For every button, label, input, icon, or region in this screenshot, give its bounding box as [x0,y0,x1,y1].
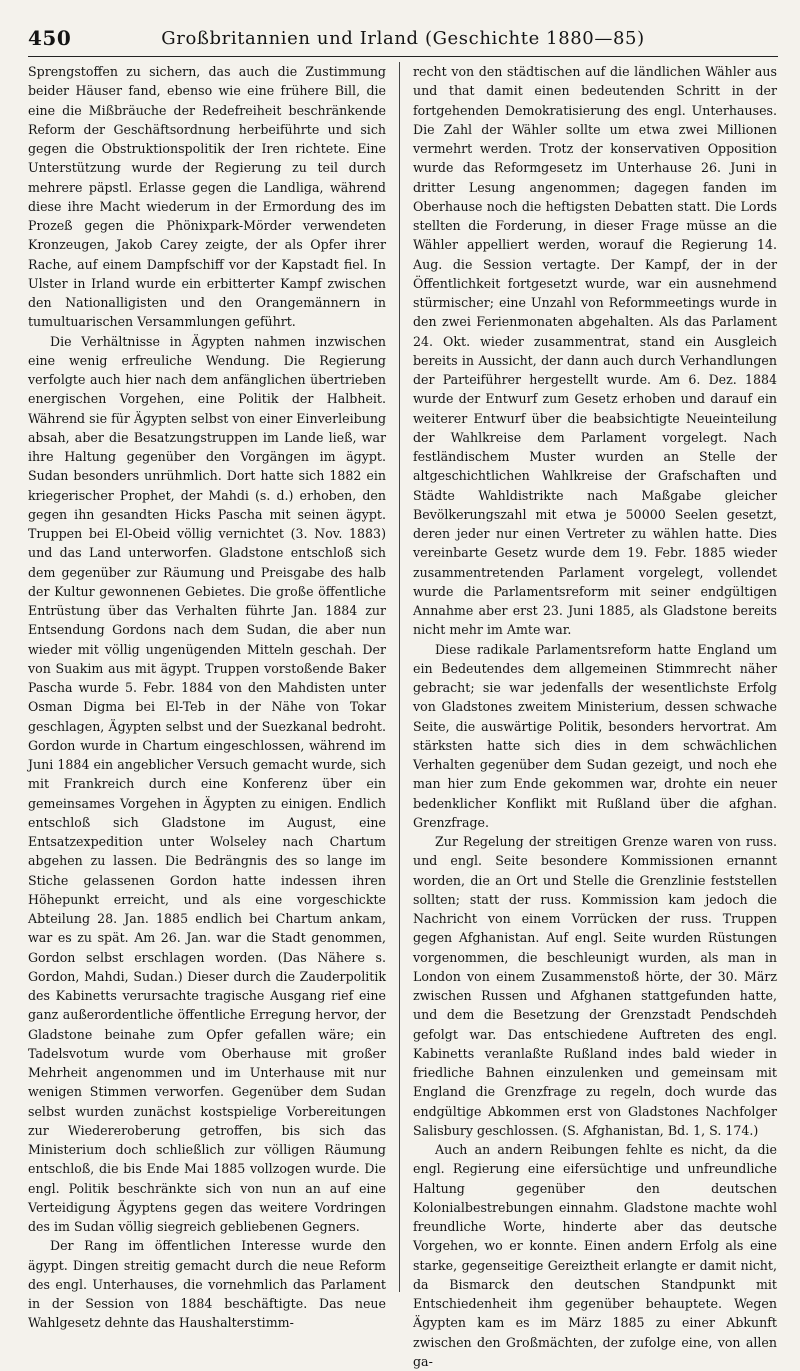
column-divider [399,62,400,1292]
page-number: 450 [28,26,72,50]
paragraph: Sprengstoffen zu sichern, das auch die Zustimmung beider Häuser fand, ebenso wie eine frühere Bill, die eine die Mißbräuche der Redefreiheit beschränkende Reform der Geschäftsordnung herbeiführte und sich gegen die Obstruktionspolitik der Iren richtete. Eine Unterstützung wurde der Regierung zu teil durch mehrere päpstl. Erlasse gegen die Landliga, während diese ihre Macht wiederum in der Ermordung des im Prozeß gegen die Phönixpark-Mörder verwendeten Kronzeugen, Jakob Carey zeigte, der als Opfer ihrer Rache, auf einem Dampfschiff vor der Kapstadt fiel. In Ulster in Irland wurde ein erbitterter Kampf zwischen den Nationalligisten und den Orangemännern in tumultuarischen Versammlungen geführt. [28,64,386,330]
paragraph: Der Rang im öffentlichen Interesse wurde den ägypt. Dingen streitig gemacht durch die neue Reform des engl. Unterhauses, die vornehmlich das Parlament in der Session von 1884 beschäftigte. Das neue Wahlgesetz dehnte das Haushalterstimm- [28,1238,386,1331]
running-head: Großbritannien und Irland (Geschichte 1880—85) [161,28,645,49]
paragraph: Die Verhältnisse in Ägypten nahmen inzwischen eine wenig erfreuliche Wendung. Die Regierung verfolgte auch hier nach dem anfänglichen übertrieben energischen Vorgehen, eine Politik der Halbheit. Während sie für Ägypten selbst von einer Einverleibung absah, aber die Besatzungstruppen im Lande ließ, war ihre Haltung gegenüber den Vorgängen im ägypt. Sudan besonders unrühmlich. Dort hatte sich 1882 ein kriegerischer Prophet, der Mahdi (s. d.) erhoben, den gegen ihn gesandten Hicks Pascha mit seinen ägypt. Truppen bei El-Obeid völlig vernichtet (3. Nov. 1883) und das Land unterworfen. Gladstone entschloß sich dem gegenüber zur Räumung und Preisgabe des halb der Kultur gewonnenen Gebietes. Die große öffentliche Entrüstung über das Verhalten führte Jan. 1884 zur Entsendung Gordons nach dem Sudan, die aber nun wieder mit völlig ungenügenden Mitteln geschah. Der von Suakim aus mit ägypt. Truppen vorstoßende Baker Pascha wurde 5. Febr. 1884 von den Mahdisten unter Osman Digma bei El-Teb in der Nähe von Tokar geschlagen, Ägypten selbst und der Suezkanal bedroht. Gordon wurde in Chartum eingeschlossen, während im Juni 1884 ein angeblicher Versuch gemacht wurde, sich mit Frankreich durch eine Konferenz über ein gemeinsames Vorgehen in Ägypten zu einigen. Endlich entschloß sich Gladstone im August, eine Entsatzexpedition unter Wolseley nach Chartum abgehen zu lassen. Die Bedrängnis des so lange im Stiche gelassenen Gordon hatte indessen ihren Höhepunkt erreicht, und als eine vorgeschickte Abteilung 28. Jan. 1885 endlich bei Chartum ankam, war es zu spät. Am 26. Jan. war die Stadt genommen, Gordon selbst erschlagen worden. (Das Nähere s. Gordon, Mahdi, Sudan.) Dieser durch die Zauderpolitik des Kabinetts verursachte tragische Ausgang rief eine ganz außerordentliche öffentliche Erregung hervor, der Gladstone beinahe zum Opfer gefallen wäre; ein Tadelsvotum wurde vom Oberhause mit großer Mehrheit angenommen und im Unterhause mit nur wenigen Stimmen verworfen. Gegenüber dem Sudan selbst wurden zunächst kostspielige Vorbereitungen zur Wiedereroberung getroffen, bis sich das Ministerium doch schließlich zur völligen Räumung entschloß, die bis Ende Mai 1885 vollzogen wurde. Die engl. Politik beschränkte sich von nun an auf eine Verteidigung Ägyptens gegen das weitere Vordringen des im Sudan völlig siegreich gebliebenen Gegners. [28,333,387,1234]
page-header [28,26,778,57]
paragraph: Diese radikale Parlamentsreform hatte England um ein Bedeutendes dem allgemeinen Stimmrecht näher gebracht; sie war jedenfalls der wesentlichste Erfolg von Gladstones zweitem Ministerium, dessen schwache Seite, die auswärtige Politik, besonders hervortrat. Am stärksten hatte sich dies in dem schwächlichen Verhalten gegenüber dem Sudan gezeigt, und noch ehe man hier zum Ende gekommen war, drohte ein neuer bedenklicher Konflikt mit Rußland über die afghan. Grenzfrage. [413,641,777,830]
left-column [28,62,387,1331]
right-column [413,62,777,1369]
paragraph: recht von den städtischen auf die ländlichen Wähler aus und that damit einen bedeutenden Schritt in der fortgehenden Demokratisierung des engl. Unterhauses. Die Zahl der Wähler sollte um etwa zwei Millionen vermehrt werden. Trotz der konservativen Opposition wurde das Reformgesetz im Unterhause 26. Juni in dritter Lesung angenommen; dagegen fanden im Oberhause noch die heftigsten Debatten statt. Die Lords stellten die Forderung, in dieser Frage müsse an die Wähler appelliert werden, worauf die Regierung 14. Aug. die Session vertagte. Der Kampf, der in der Öffentlichkeit fortgesetzt wurde, war ein ausnehmend stürmischer; eine Unzahl von Reformmeetings wurde in den zwei Ferienmonaten abgehalten. Als das Parlament 24. Okt. wieder zusammentrat, stand ein Ausgleich bereits in Aussicht, der dann auch durch Verhandlungen der Parteiführer hergestellt wurde. Am 6. Dez. 1884 wurde der Entwurf zum Gesetz erhoben und darauf ein weiterer Entwurf über die beabsichtigte Neueinteilung der Wahlkreise dem Parlament vorgelegt. Nach festländischem Muster wurden an Stelle der altgeschichtlichen Wahlkreise der Grafschaften und Städte Wahldistrikte nach Maßgabe gleicher Bevölkerungszahl mit etwa je 50000 Seelen gesetzt, deren jeder nur einen Vertreter zu wählen hatte. Dies vereinbarte Gesetz wurde dem 19. Febr. 1885 wieder zusammentretenden Parlament vorgelegt, vollendet wurde die Parlamentsreform mit seiner endgültigen Annahme aber erst 23. Juni 1885, als Gladstone bereits nicht mehr im Amte war. [413,64,777,638]
paragraph: Auch an andern Reibungen fehlte es nicht, da die engl. Regierung eine eifersüchtige und unfreundliche Haltung gegenüber den deutschen Kolonialbestrebungen einnahm. Gladstone machte wohl freundliche Worte, hinderte aber das deutsche Vorgehen, wo er konnte. Einen andern Erfolg als eine starke, gegenseitige Gereiztheit erlangte er damit nicht, da Bismarck den deutschen Standpunkt mit Entschiedenheit ihm gegenüber behauptete. Wegen Ägypten kam es im März 1885 zu einer Abkunft zwischen den Großmächten, der zufolge eine, von allen ga- [413,1142,777,1369]
paragraph: Zur Regelung der streitigen Grenze waren von russ. und engl. Seite besondere Kommissionen ernannt worden, die an Ort und Stelle die Grenzlinie feststellen sollten; statt der russ. Kommission kam jedoch die Nachricht von einem Vorrücken der russ. Truppen gegen Afghanistan. Auf engl. Seite wurden Rüstungen vorgenommen, die beschleunigt wurden, als man in London von einem Zusammenstoß hörte, der 30. März zwischen Russen und Afghanen stattgefunden hatte, und dem die Besetzung der Grenzstadt Pendschdeh gefolgt war. Das entschiedene Auftreten des engl. Kabinetts veranlaßte Rußland indes bald wieder in friedliche Bahnen einzulenken und gemeinsam mit England die Grenzfrage zu regeln, doch wurde das endgültige Abkommen erst von Gladstones Nachfolger Salisbury geschlossen. (S. Afghanistan, Bd. 1, S. 174.) [413,834,777,1138]
